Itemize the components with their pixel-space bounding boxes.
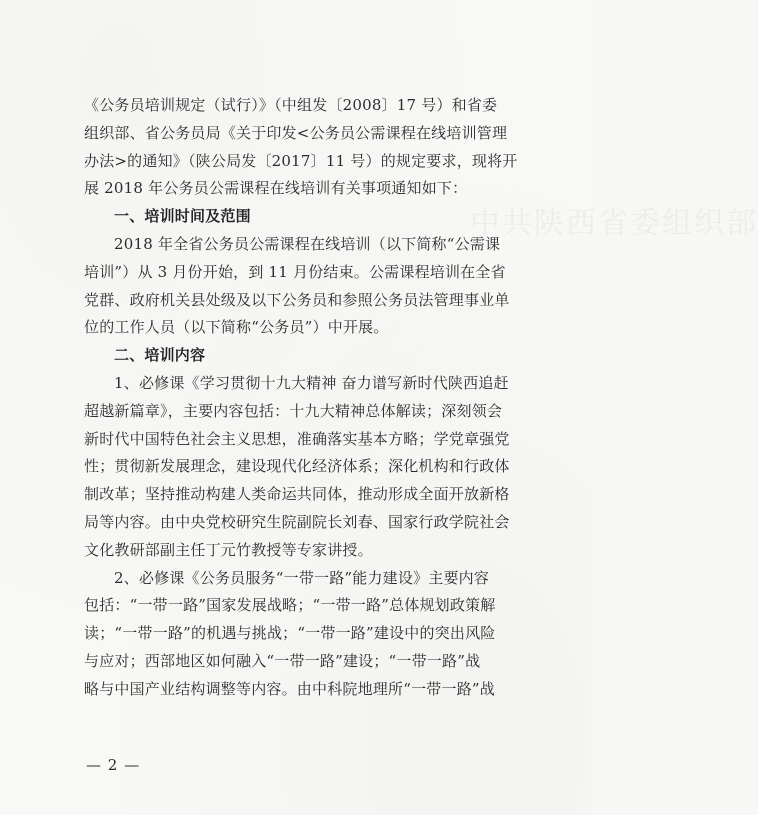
paragraph-line: 展 2018 年公务员公需课程在线培训有关事项通知如下： bbox=[84, 179, 468, 198]
paragraph-line: 局等内容。由中央党校研究生院副院长刘春、国家行政学院社会 bbox=[84, 512, 510, 531]
paragraph-line: 培训”）从 3 月份开始，到 11 月份结束。公需课程培训在全省 bbox=[84, 262, 506, 281]
paragraph-line: 包括：“一带一路”国家发展战略；“一带一路”总体规划政策解 bbox=[84, 596, 496, 615]
paragraph-line: 2018 年全省公务员公需课程在线培训（以下简称“公需课 bbox=[114, 234, 501, 253]
paragraph-line: 新时代中国特色社会主义思想，准确落实基本方略；学党章强党 bbox=[84, 429, 510, 448]
paragraph-line: 读；“一带一路”的机遇与挑战；“一带一路”建设中的突出风险 bbox=[84, 624, 496, 643]
paragraph-line: 位的工作人员（以下简称“公务员”）中开展。 bbox=[84, 318, 389, 337]
section-heading: 二、培训内容 bbox=[114, 346, 206, 365]
page-number: — 2 — bbox=[86, 756, 141, 774]
paragraph-line: 党群、政府机关县处级及以下公务员和参照公务员法管理事业单 bbox=[84, 290, 510, 309]
paragraph-line: 办法>的通知》（陕公局发〔2017〕11 号）的规定要求，现将开 bbox=[84, 151, 518, 170]
paragraph-line: 组织部、省公务员局《关于印发<公务员公需课程在线培训管理 bbox=[84, 123, 508, 142]
document-body bbox=[84, 92, 518, 704]
paragraph-line: 制改革；坚持推动构建人类命运共同体，推动形成全面开放新格 bbox=[84, 485, 510, 504]
paragraph-line: 略与中国产业结构调整等内容。由中科院地理所“一带一路”战 bbox=[84, 679, 495, 698]
paragraph-line: 超越新篇章》，主要内容包括：十九大精神总体解读；深刻领会 bbox=[84, 401, 503, 420]
paragraph-line: 文化教研部副主任丁元竹教授等专家讲授。 bbox=[84, 540, 373, 559]
bleed-through-stamp: 中共陕西省委组织部 bbox=[470, 206, 758, 241]
paragraph-line: 1、必修课《学习贯彻十九大精神 奋力谱写新时代陕西追赶 bbox=[114, 373, 509, 392]
paragraph-line: 性；贯彻新发展理念，建设现代化经济体系；深化机构和行政体 bbox=[84, 457, 510, 476]
paragraph-line: 2、必修课《公务员服务“一带一路”能力建设》主要内容 bbox=[114, 568, 490, 587]
paragraph-line: 《公务员培训规定（试行）》（中组发〔2008〕17 号）和省委 bbox=[84, 96, 498, 114]
section-heading: 一、培训时间及范围 bbox=[114, 207, 251, 226]
paragraph-line: 与应对；西部地区如何融入“一带一路”建设；“一带一路”战 bbox=[84, 651, 481, 670]
